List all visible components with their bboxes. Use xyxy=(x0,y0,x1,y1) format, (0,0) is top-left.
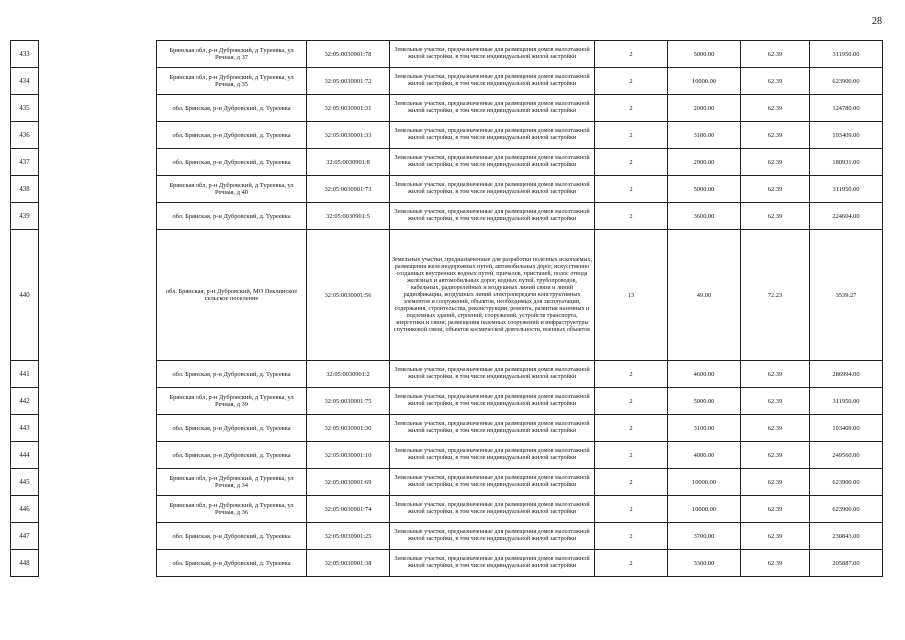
address-cell: обл. Брянская, р-н Дубровский, д. Туреевка xyxy=(157,122,307,149)
group-number-cell: 2 xyxy=(595,442,668,469)
land-use-purpose-cell: Земельные участки, предназначенные для размещения домов малоэтажной жилой застройки, в том числе индивидуальной жилой застройки xyxy=(390,523,595,550)
spacer-cell xyxy=(39,41,157,68)
table-row xyxy=(11,230,883,361)
area-cell: 5000.00 xyxy=(668,388,741,415)
group-number-cell: 2 xyxy=(595,523,668,550)
table-row xyxy=(11,122,883,149)
cadastral-number-cell: 32:05:0030901:10 xyxy=(307,442,390,469)
table-row xyxy=(11,176,883,203)
spacer-cell xyxy=(39,95,157,122)
cadastral-value-cell: 193409.00 xyxy=(810,122,883,149)
cadastral-value-cell: 3539.27 xyxy=(810,230,883,361)
row-number-cell: 436 xyxy=(11,122,39,149)
area-cell: 3100.00 xyxy=(668,415,741,442)
row-number-cell: 440 xyxy=(11,230,39,361)
cadastral-number-cell: 32:05:0030901:56 xyxy=(307,230,390,361)
rate-cell: 62.39 xyxy=(741,176,810,203)
area-cell: 10000.00 xyxy=(668,469,741,496)
row-number-cell: 442 xyxy=(11,388,39,415)
row-number-cell: 439 xyxy=(11,203,39,230)
table-row xyxy=(11,149,883,176)
table-row xyxy=(11,41,883,68)
spacer-cell xyxy=(39,176,157,203)
cadastral-value-cell: 230843.00 xyxy=(810,523,883,550)
address-cell: Брянская обл, р-н Дубровский, д Туреевка, ул Речная, д 36 xyxy=(157,496,307,523)
land-parcels-table xyxy=(10,40,883,577)
cadastral-value-cell: 311950.00 xyxy=(810,41,883,68)
area-cell: 5000.00 xyxy=(668,176,741,203)
spacer-cell xyxy=(39,388,157,415)
land-use-purpose-cell: Земельные участки, предназначенные для размещения домов малоэтажной жилой застройки, в том числе индивидуальной жилой застройки xyxy=(390,442,595,469)
area-cell: 10000.00 xyxy=(668,496,741,523)
address-cell: Брянская обл, р-н Дубровский, д Туреевка, ул Речная, д 40 xyxy=(157,176,307,203)
area-cell: 2900.00 xyxy=(668,149,741,176)
rate-cell: 62.39 xyxy=(741,203,810,230)
area-cell: 5000.00 xyxy=(668,41,741,68)
group-number-cell: 2 xyxy=(595,550,668,577)
address-cell: обл. Брянская, р-н Дубровский, д. Туреевка xyxy=(157,523,307,550)
rate-cell: 62.39 xyxy=(741,122,810,149)
table-body xyxy=(11,41,883,577)
spacer-cell xyxy=(39,415,157,442)
group-number-cell: 2 xyxy=(595,68,668,95)
rate-cell: 62.39 xyxy=(741,149,810,176)
land-use-purpose-cell: Земельные участки, предназначенные для размещения домов малоэтажной жилой застройки, в том числе индивидуальной жилой застройки xyxy=(390,41,595,68)
address-cell: обл. Брянская, р-н Дубровский, д. Туреевка xyxy=(157,95,307,122)
cadastral-value-cell: 249560.00 xyxy=(810,442,883,469)
rate-cell: 62.39 xyxy=(741,95,810,122)
spacer-cell xyxy=(39,361,157,388)
land-use-purpose-cell: Земельные участки, предназначенные для размещения домов малоэтажной жилой застройки, в том числе индивидуальной жилой застройки xyxy=(390,95,595,122)
rate-cell: 62.39 xyxy=(741,415,810,442)
area-cell: 49.00 xyxy=(668,230,741,361)
cadastral-number-cell: 32:05:0030901:5 xyxy=(307,203,390,230)
address-cell: Брянская обл, р-н Дубровский, д Туреевка, ул Речная, д 39 xyxy=(157,388,307,415)
row-number-cell: 434 xyxy=(11,68,39,95)
land-use-purpose-cell: Земельные участки, предназначенные для размещения домов малоэтажной жилой застройки, в том числе индивидуальной жилой застройки xyxy=(390,203,595,230)
group-number-cell: 2 xyxy=(595,176,668,203)
row-number-cell: 448 xyxy=(11,550,39,577)
land-use-purpose-cell: Земельные участки, предназначенные для размещения домов малоэтажной жилой застройки, в том числе индивидуальной жилой застройки xyxy=(390,68,595,95)
group-number-cell: 2 xyxy=(595,41,668,68)
cadastral-value-cell: 224604.00 xyxy=(810,203,883,230)
cadastral-value-cell: 623900.00 xyxy=(810,496,883,523)
address-cell: обл. Брянская, р-н Дубровский, МО Пеклинское сельское поселение xyxy=(157,230,307,361)
rate-cell: 72.23 xyxy=(741,230,810,361)
cadastral-value-cell: 623900.00 xyxy=(810,469,883,496)
address-cell: обл. Брянская, р-н Дубровский, д. Туреевка xyxy=(157,550,307,577)
land-use-purpose-cell: Земельные участки, предназначенные для размещения домов малоэтажной жилой застройки, в том числе индивидуальной жилой застройки xyxy=(390,388,595,415)
cadastral-value-cell: 193409.00 xyxy=(810,415,883,442)
rate-cell: 62.39 xyxy=(741,469,810,496)
cadastral-value-cell: 205887.00 xyxy=(810,550,883,577)
address-cell: Брянская обл, р-н Дубровский, д Туреевка, ул Речная, д 34 xyxy=(157,469,307,496)
area-cell: 3600.00 xyxy=(668,203,741,230)
spacer-cell xyxy=(39,68,157,95)
spacer-cell xyxy=(39,122,157,149)
area-cell: 3700.00 xyxy=(668,523,741,550)
group-number-cell: 2 xyxy=(595,469,668,496)
cadastral-number-cell: 32:05:0030901:75 xyxy=(307,388,390,415)
address-cell: Брянская обл, р-н Дубровский, д Туреевка, ул Речная, д 37 xyxy=(157,41,307,68)
cadastral-number-cell: 32:05:0030901:78 xyxy=(307,41,390,68)
document-sheet xyxy=(10,40,882,592)
cadastral-number-cell: 32:05:0030901:69 xyxy=(307,469,390,496)
spacer-cell xyxy=(39,523,157,550)
address-cell: обл. Брянская, р-н Дубровский, д. Туреевка xyxy=(157,442,307,469)
land-use-purpose-cell: Земельные участки, предназначенные для размещения домов малоэтажной жилой застройки, в том числе индивидуальной жилой застройки xyxy=(390,496,595,523)
land-use-purpose-cell: Земельные участки, предназначенные для размещения домов малоэтажной жилой застройки, в том числе индивидуальной жилой застройки xyxy=(390,149,595,176)
land-use-purpose-cell: Земельные участки, предназначенные для размещения домов малоэтажной жилой застройки, в том числе индивидуальной жилой застройки xyxy=(390,361,595,388)
spacer-cell xyxy=(39,149,157,176)
cadastral-value-cell: 180931.00 xyxy=(810,149,883,176)
rate-cell: 62.39 xyxy=(741,361,810,388)
cadastral-value-cell: 311950.00 xyxy=(810,388,883,415)
area-cell: 4600.00 xyxy=(668,361,741,388)
cadastral-value-cell: 286994.00 xyxy=(810,361,883,388)
table-row xyxy=(11,469,883,496)
spacer-cell xyxy=(39,442,157,469)
rate-cell: 62.39 xyxy=(741,68,810,95)
page-number: 28 xyxy=(872,16,882,27)
spacer-cell xyxy=(39,496,157,523)
table-row xyxy=(11,550,883,577)
group-number-cell: 2 xyxy=(595,415,668,442)
row-number-cell: 447 xyxy=(11,523,39,550)
land-use-purpose-cell: Земельные участки, предназначенные для размещения домов малоэтажной жилой застройки, в том числе индивидуальной жилой застройки xyxy=(390,176,595,203)
cadastral-number-cell: 32:05:0030901:25 xyxy=(307,523,390,550)
row-number-cell: 443 xyxy=(11,415,39,442)
table-row xyxy=(11,496,883,523)
land-use-purpose-cell: Земельные участки, предназначенные для размещения домов малоэтажной жилой застройки, в том числе индивидуальной жилой застройки xyxy=(390,550,595,577)
cadastral-number-cell: 32:05:0030901:33 xyxy=(307,122,390,149)
row-number-cell: 438 xyxy=(11,176,39,203)
spacer-cell xyxy=(39,469,157,496)
spacer-cell xyxy=(39,550,157,577)
group-number-cell: 2 xyxy=(595,95,668,122)
row-number-cell: 444 xyxy=(11,442,39,469)
table-row xyxy=(11,361,883,388)
address-cell: обл. Брянская, р-н Дубровский, д. Туреевка xyxy=(157,361,307,388)
address-cell: обл. Брянская, р-н Дубровский, д. Туреевка xyxy=(157,149,307,176)
land-use-purpose-cell: Земельные участки, предназначенные для размещения домов малоэтажной жилой застройки, в том числе индивидуальной жилой застройки xyxy=(390,415,595,442)
group-number-cell: 2 xyxy=(595,496,668,523)
spacer-cell xyxy=(39,203,157,230)
group-number-cell: 2 xyxy=(595,122,668,149)
spacer-cell xyxy=(39,230,157,361)
cadastral-number-cell: 32:05:0030901:30 xyxy=(307,415,390,442)
table-row xyxy=(11,68,883,95)
land-use-purpose-cell: Земельные участки, предназначенные для размещения домов малоэтажной жилой застройки, в том числе индивидуальной жилой застройки xyxy=(390,122,595,149)
cadastral-number-cell: 32:05:0030901:38 xyxy=(307,550,390,577)
cadastral-number-cell: 32:05:0030901:31 xyxy=(307,95,390,122)
land-use-purpose-cell: Земельные участки, предназначенные для размещения домов малоэтажной жилой застройки, в том числе индивидуальной жилой застройки xyxy=(390,469,595,496)
table-row xyxy=(11,388,883,415)
table-row xyxy=(11,415,883,442)
row-number-cell: 445 xyxy=(11,469,39,496)
cadastral-value-cell: 623900.00 xyxy=(810,68,883,95)
cadastral-number-cell: 32:05:0030901:74 xyxy=(307,496,390,523)
area-cell: 4000.00 xyxy=(668,442,741,469)
group-number-cell: 2 xyxy=(595,388,668,415)
cadastral-number-cell: 32:05:0030901:72 xyxy=(307,68,390,95)
table-row xyxy=(11,442,883,469)
area-cell: 2000.00 xyxy=(668,95,741,122)
group-number-cell: 2 xyxy=(595,149,668,176)
table-row xyxy=(11,203,883,230)
cadastral-number-cell: 32:05:0030901:8 xyxy=(307,149,390,176)
rate-cell: 62.39 xyxy=(741,523,810,550)
cadastral-value-cell: 124780.00 xyxy=(810,95,883,122)
area-cell: 3300.00 xyxy=(668,550,741,577)
row-number-cell: 446 xyxy=(11,496,39,523)
row-number-cell: 435 xyxy=(11,95,39,122)
group-number-cell: 2 xyxy=(595,203,668,230)
table-row xyxy=(11,523,883,550)
row-number-cell: 433 xyxy=(11,41,39,68)
area-cell: 3100.00 xyxy=(668,122,741,149)
rate-cell: 62.39 xyxy=(741,442,810,469)
area-cell: 10000.00 xyxy=(668,68,741,95)
table-row xyxy=(11,95,883,122)
cadastral-value-cell: 311950.00 xyxy=(810,176,883,203)
rate-cell: 62.39 xyxy=(741,388,810,415)
row-number-cell: 437 xyxy=(11,149,39,176)
rate-cell: 62.39 xyxy=(741,550,810,577)
row-number-cell: 441 xyxy=(11,361,39,388)
cadastral-number-cell: 32:05:0030901:73 xyxy=(307,176,390,203)
rate-cell: 62.39 xyxy=(741,496,810,523)
group-number-cell: 13 xyxy=(595,230,668,361)
group-number-cell: 2 xyxy=(595,361,668,388)
rate-cell: 62.39 xyxy=(741,41,810,68)
address-cell: обл. Брянская, р-н Дубровский, д. Туреевка xyxy=(157,203,307,230)
land-use-purpose-cell: Земельные участки, предназначенные для разработки полезных ископаемых, размещения железнодорожных путей, автомобильных дорог, искусственно созданных внутренних водных путей, причалов, пристаней, полос отвода железных и автомобильных дорог, водных путей, трубопроводов, кабельных, радиорелейных и воздушных линий связи и линий радиофикации, воздушных линий электропередачи конструктивных элементов и сооружений, объектов, необходимых для эксплуатации, содержания, строительства, реконструкции, ремонта, развития наземных и подземных зданий, строений, сооружений, устройств транспорта, энергетики и связи; размещения наземных сооружений и инфраструктуры спутниковой связи, объектов космической деятельности, военных объектов xyxy=(390,230,595,361)
cadastral-number-cell: 32:05:0030901:2 xyxy=(307,361,390,388)
address-cell: обл. Брянская, р-н Дубровский, д. Туреевка xyxy=(157,415,307,442)
address-cell: Брянская обл, р-н Дубровский, д Туреевка, ул Речная, д 35 xyxy=(157,68,307,95)
